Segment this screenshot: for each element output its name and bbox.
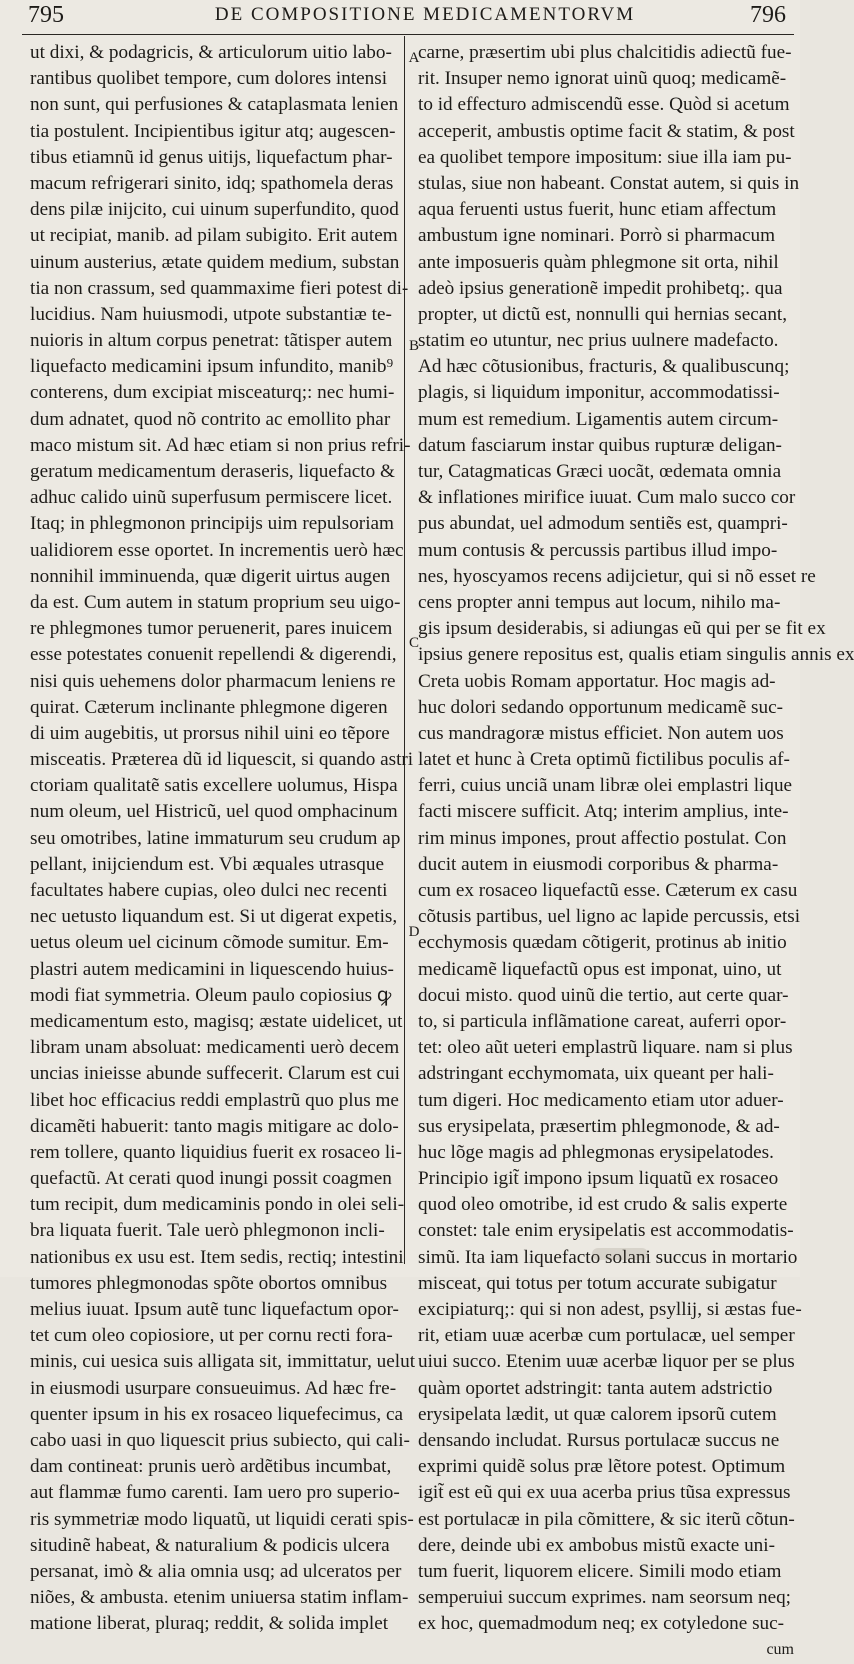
- text-line: simũ. Ita iam liquefacto solani succus in mortario: [418, 1246, 798, 1268]
- text-line: quod oleo omotribe, id est crudo & salis experte: [418, 1194, 788, 1216]
- text-line: tum recipit, dum medicaminis pondo in olei seli-: [30, 1194, 405, 1216]
- text-line: tur, Catagmaticas Græci uocãt, œdemata omnia: [418, 461, 782, 482]
- text-line: semperuiui succum exprimes. nam seorsum neq;: [418, 1587, 792, 1609]
- text-line: cus mandragoræ mistus efficiet. Non autem uos: [418, 722, 784, 744]
- text-line: pellant, inijciendum est. Vbi æquales utrasque: [30, 853, 385, 875]
- text-line: niões, & ambusta. etenim uniuersa statim inflam-: [30, 1587, 409, 1609]
- text-line: nes, hyoscyamos recens adijcietur, qui si nõ esset re: [418, 565, 816, 587]
- text-line: quirat. Cæterum inclinante phlegmone digeren: [30, 696, 388, 718]
- text-line: Itaq; in phlegmonon principijs uim repulsoriam: [30, 513, 394, 535]
- text-line: exprimi quidẽ solus præ lẽtore potest. Optimum: [418, 1456, 786, 1478]
- text-line: ut dixi, & podagricis, & articulorum uitio labo-: [30, 42, 392, 63]
- text-line: acceperit, ambustis optime facit & statim, & post: [418, 120, 795, 142]
- text-line: ex hoc, quemadmodum neq; ex cotyledone suc-: [418, 1613, 785, 1635]
- text-line: uinum austerius, ætate quidem medium, substan: [30, 251, 400, 273]
- text-line: persanat, imò & alia omnia usq; ad ulceratos per: [30, 1560, 402, 1582]
- margin-marker-d: D: [408, 924, 420, 940]
- text-line: minis, cui uesica suis alligata sit, immittatur, uelut: [30, 1351, 416, 1373]
- text-line: esse potestates conuenit repellendi & digerendi,: [30, 644, 397, 666]
- text-line: to, si particula inflãmatione careat, auferri opor-: [418, 1010, 787, 1032]
- text-line: ris symmetriæ modo liquatũ, ut liquidi cerati spis-: [30, 1508, 414, 1530]
- text-line: rit, etiam uuæ acerbæ cum portulacæ, uel semper: [418, 1325, 795, 1347]
- text-line: melius iuuat. Ipsum autẽ tunc liquefactum opor-: [30, 1299, 399, 1320]
- text-line: mum est remedium. Ligamentis autem circum-: [418, 408, 779, 430]
- text-line: dicamẽti habuerit: tanto magis mitigare ac dolo-: [30, 1115, 399, 1137]
- text-line: Principio igit̃ impono ipsum liquatũ ex rosaceo: [418, 1168, 779, 1190]
- text-line: ipsius genere repositus est, qualis etiam singulis annis ex: [418, 644, 854, 666]
- text-line: rit. Insuper nemo ignorat uinũ quoq; medicamẽ-: [418, 68, 787, 90]
- text-line: geratum medicamentum deraseris, liquefacto &: [30, 461, 395, 482]
- text-line: to id effecturo admiscendũ esse. Quòd si acetum: [418, 94, 790, 116]
- column-divider: [404, 36, 405, 1264]
- text-line: bra liquata fuerit. Tale uerò phlegmonon incli-: [30, 1220, 385, 1242]
- page-header: [0, 0, 800, 36]
- text-line: libram unam absoluat: medicamenti uerò decem: [30, 1037, 400, 1059]
- text-line: ctoriam qualitatẽ satis excellere uolumus, Hispa: [30, 775, 398, 797]
- text-line: ut recipiat, manib. ad pilam subigito. Erit autem: [30, 225, 398, 247]
- text-line: quefactũ. At cerati quod inungi possit coagmen: [30, 1168, 392, 1190]
- text-line: medicamentum esto, magisq; æstate uidelicet, ut: [30, 1010, 403, 1032]
- catchword: cum: [766, 1641, 794, 1659]
- text-line: ferri, cuius unciã unam libræ olei emplastri lique: [418, 775, 793, 797]
- text-line: ducit autem in eiusmodi corporibus & pharma-: [418, 853, 779, 875]
- text-line: dum adnatet, quod nõ contrito ac emollito phar: [30, 408, 391, 430]
- text-line: Creta uobis Romam apportatur. Hoc magis ad-: [418, 670, 776, 692]
- text-line: docui misto. quod uinũ die tertio, aut certe quar-: [418, 984, 789, 1006]
- text-line: & inflationes mirifice iuuat. Cum malo succo cor: [418, 487, 796, 509]
- text-line: tum fuerit, liquorem elicere. Simili modo etiam: [418, 1560, 782, 1582]
- margin-marker-b: B: [408, 338, 419, 354]
- text-line: stulas, siue non habeant. Constat autem, si quis in: [418, 172, 800, 194]
- text-line: tumores phlegmonodas spõte obortos omnibus: [30, 1272, 388, 1294]
- text-line: rantibus quolibet tempore, cum dolores intensi: [30, 68, 388, 90]
- text-line: lucidius. Nam huiusmodi, utpote substantiæ te-: [30, 303, 392, 325]
- text-line: latet et hunc à Creta optimũ fictilibus poculis af-: [418, 749, 790, 771]
- text-line: dens pilæ inijcito, cui uinum superfundito, quod: [30, 199, 399, 221]
- text-line: misceat, qui totus per totum accurate subigatur: [418, 1272, 777, 1294]
- text-line: libet hoc efficacius reddi emplastrũ quo plus me: [30, 1089, 399, 1111]
- text-line: adeò ipsius generationẽ impedit prohibetq;. qua: [418, 277, 783, 299]
- text-line: est portulacæ in pila cõmittere, & sic iterũ cõtun-: [418, 1508, 795, 1530]
- text-line: adstringant ecchymomata, uix queant per hali-: [418, 1063, 774, 1085]
- text-line: statim eo utuntur, nec prius uulnere madefacto.: [418, 330, 779, 352]
- text-line: nationibus ex usu est. Item sedis, rectiq; intestini: [30, 1246, 404, 1268]
- text-line: tia non crassum, sed quammaxime fieri potest di-: [30, 277, 409, 299]
- ink-smudge: [592, 1248, 648, 1260]
- text-line: densando includat. Rursus portulacæ succus ne: [418, 1429, 780, 1451]
- text-line: pus abundat, uel admodum sentiẽs est, quampri-: [418, 513, 788, 535]
- text-line: tet: oleo aũt ueteri emplastrũ liquare. nam si plus: [418, 1037, 793, 1059]
- text-line: nec uetusto liquandum est. Si ut digerat expetis,: [30, 906, 398, 928]
- text-line: mum contusis & percussis partibus illud impo-: [418, 539, 778, 561]
- text-line: aqua feruenti ustus fuerit, hunc etiam affectum: [418, 199, 777, 221]
- text-line: datum fasciarum instar quibus rupturæ deligan-: [418, 434, 782, 456]
- text-line: propter, ut dictũ est, nonnulli qui hernias secant,: [418, 303, 788, 325]
- text-line: in eiusmodi usurpare consueuimus. Ad hæc fre-: [30, 1377, 397, 1399]
- text-line: sus erysipelata, præsertim phlegmonode, & ad-: [418, 1115, 780, 1137]
- text-line: macum refrigerari sinito, idq; spathomela deras: [30, 172, 394, 194]
- text-line: gis ipsum desiderabis, si adiungas eũ qui per se fit ex: [418, 618, 826, 640]
- margin-marker-a: A: [408, 50, 420, 66]
- text-line: modi fiat symmetria. Oleum paulo copiosius ꝙ: [30, 984, 392, 1006]
- text-line: ambustum igne nominari. Porrò si pharmacum: [418, 225, 776, 247]
- text-line: cum ex rosaceo liquefactũ esse. Cæterum ex casu: [418, 880, 798, 901]
- text-line: ecchymosis quædam cõtigerit, protinus ab initio: [418, 932, 787, 954]
- text-line: uiui succo. Etenim uuæ acerbæ liquor per se plus: [418, 1351, 795, 1373]
- text-line: aut flammæ fumo carenti. Iam uero pro superio-: [30, 1482, 400, 1504]
- text-line: conterens, dum excipiat misceaturq;: nec humi-: [30, 382, 395, 404]
- text-line: rim minus impones, prout affectio postulat. Con: [418, 827, 787, 849]
- text-line: carne, præsertim ubi plus chalcitidis adiectũ fue-: [418, 42, 792, 63]
- text-line: ualidiorem esse oportet. In incrementis uerò hæc: [30, 539, 404, 561]
- text-line: cabo uasi in quo liquescit prius subiecto, qui cali-: [30, 1429, 410, 1451]
- text-line: dam contineat: prunis uerò ardẽtibus incumbat,: [30, 1456, 392, 1478]
- right-column: [418, 40, 854, 1659]
- text-line: plagis, si liquidum imponitur, accommodatissi-: [418, 382, 780, 404]
- text-line: medicamẽ liquefactũ opus est imponat, uino, ut: [418, 958, 782, 980]
- text-line: misceatis. Præterea dũ id liquescit, si quando astri: [30, 749, 414, 771]
- text-line: constet: tale enim erysipelatis est accommodatis-: [418, 1220, 794, 1242]
- left-column: [30, 40, 416, 1637]
- text-line: rem tollere, quanto liquidius fuerit ex rosaceo li-: [30, 1141, 402, 1163]
- text-line: cens propter anni tempus aut locum, nihilo ma-: [418, 591, 781, 613]
- page-number-right: 796: [750, 2, 786, 28]
- text-line: matione liberat, pluraq; reddit, & solida implet: [30, 1613, 389, 1635]
- text-line: nonnihil imminuenda, quæ digerit uirtus augen: [30, 565, 391, 587]
- text-line: tibus etiamnũ id genus uitijs, liquefactum phar-: [30, 146, 393, 168]
- text-line: facti miscere sufficit. Atq; interim amplius, inte-: [418, 801, 789, 823]
- text-line: non sunt, qui perfusiones & cataplasmata lenien: [30, 94, 399, 116]
- text-line: re phlegmones tumor peruenerit, pares inuicem: [30, 618, 393, 640]
- text-line: ante imposueris quàm phlegmone sit orta, nihil: [418, 251, 779, 273]
- text-line: nuioris in altum corpus penetrat: tãtisper autem: [30, 330, 393, 352]
- page-number-left: 795: [28, 2, 64, 28]
- text-line: quàm oportet adstringit: tanta autem adstrictio: [418, 1377, 773, 1399]
- text-line: num oleum, uel Histricũ, uel quod omphacinum: [30, 801, 398, 823]
- text-line: da est. Cum autem in statum proprium seu uigo-: [30, 591, 401, 613]
- text-line: huc dolori sedando opportunum medicamẽ suc-: [418, 696, 784, 718]
- text-line: liquefacto medicamini ipsum infundito, manib⁹: [30, 356, 394, 378]
- text-line: di uim augebitis, ut prorsus nihil uini eo tẽpore: [30, 722, 390, 744]
- text-line: tia postulent. Incipientibus igitur atq; augescen-: [30, 120, 396, 142]
- text-line: adhuc calido uinũ superfusum permiscere licet.: [30, 487, 393, 509]
- text-line: erysipelata lædit, ut quæ calorem ipsorũ cutem: [418, 1403, 777, 1425]
- text-line: igit̃ est eũ qui ex uua acerba prius tũsa expressus: [418, 1482, 791, 1504]
- text-line: Ad hæc cõtusionibus, fracturis, & qualibuscunq;: [418, 356, 790, 378]
- text-line: dere, deinde ubi ex ambobus mistũ exacte uni-: [418, 1534, 775, 1556]
- text-line: plastri autem medicamini in liquescendo huius-: [30, 958, 394, 980]
- text-line: cõtusis partibus, uel ligno ac lapide percussis, etsi: [418, 906, 801, 928]
- text-line: tet cum oleo copiosiore, ut per cornu recti fora-: [30, 1325, 393, 1347]
- text-line: nisi quis uehemens dolor pharmacum leniens re: [30, 670, 396, 692]
- text-line: ea quolibet tempore impositum: siue illa iam pu-: [418, 146, 792, 168]
- text-line: uetus oleum uel cicinum cõmode sumitur. Em-: [30, 932, 389, 954]
- text-line: facultates habere cupias, oleo dulci nec recenti: [30, 880, 388, 901]
- text-line: uncias inieisse abunde suffecerit. Clarum est cui: [30, 1063, 400, 1085]
- text-line: situdinẽ habeat, & naturalium & podicis ulcera: [30, 1534, 390, 1556]
- text-line: quenter ipsum in his ex rosaceo liquefecimus, ca: [30, 1403, 403, 1425]
- text-line: excipiaturq;: qui si non adest, psyllij, si æstas fue-: [418, 1299, 802, 1320]
- text-line: huc lõge magis ad phlegmonas erysipelatodes.: [418, 1141, 774, 1163]
- text-line: tum digeri. Hoc medicamento etiam utor aduer-: [418, 1089, 784, 1111]
- text-line: seu omotribes, latine immaturum seu crudum ap: [30, 827, 401, 849]
- running-title: DE COMPOSITIONE MEDICAMENTORVM: [214, 4, 636, 25]
- margin-marker-c: C: [408, 635, 419, 651]
- header-rule: [22, 34, 794, 35]
- text-line: maco mistum sit. Ad hæc etiam si non prius refri-: [30, 434, 411, 456]
